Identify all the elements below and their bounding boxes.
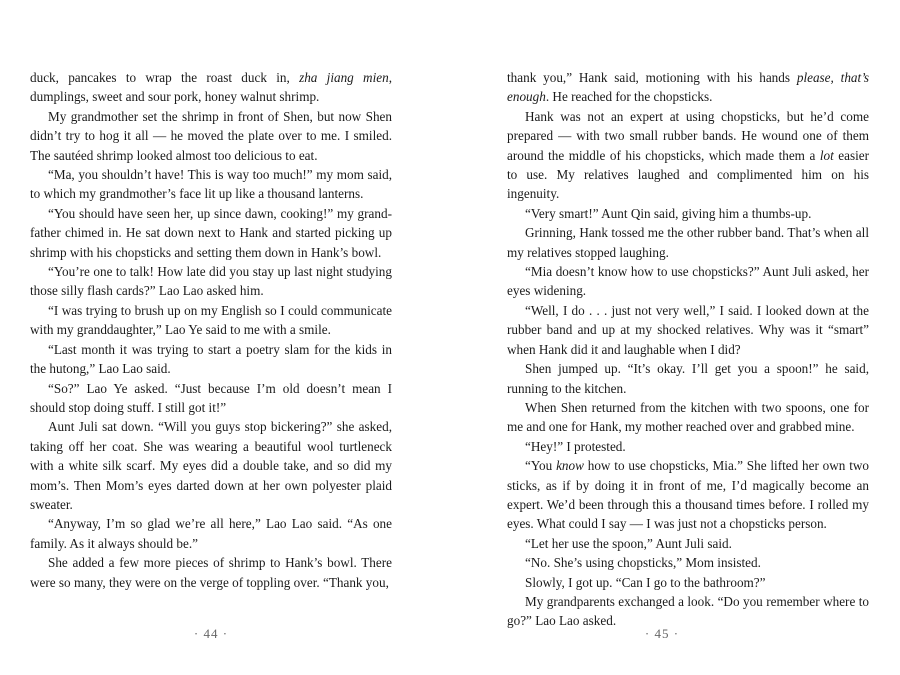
paragraph bbox=[507, 301, 869, 359]
paragraph bbox=[30, 553, 392, 592]
paragraph-text: “I was trying to brush up on my English so I could communicate with my granddaughter,” Lao Ye said to me with a smile. bbox=[30, 302, 392, 338]
paragraph-text: “You should have seen her, up since dawn, cooking!” my grandfather chimed in. He sat down next to Hank and started picking up shrimp with his chopsticks and setting them down in Hank’s bowl. bbox=[30, 205, 392, 260]
paragraph bbox=[30, 68, 392, 107]
paragraph-text: Slowly, I got up. “Can I go to the bathroom?” bbox=[525, 574, 766, 590]
paragraph-text: My grandparents exchanged a look. “Do you remember where to go?” Lao Lao asked. bbox=[507, 593, 869, 629]
paragraph bbox=[30, 417, 392, 514]
paragraph bbox=[30, 340, 392, 379]
paragraph-text: how to use chopsticks, Mia.” She lifted her own two sticks, as if by doing it in front of me, I’d magically become an expert. We’d been through this a thousand times before. I rolled my eyes. What could I say — I was just not a chopsticks person. bbox=[507, 458, 869, 532]
italic-text: please, that’s enough bbox=[507, 70, 870, 105]
paragraph bbox=[30, 107, 392, 165]
paragraph-text: . He reached for the chopsticks. bbox=[545, 89, 713, 105]
paragraph bbox=[30, 165, 392, 204]
paragraph bbox=[507, 223, 869, 262]
paragraph-text: duck, pancakes to wrap the roast duck in, bbox=[30, 70, 300, 85]
paragraph bbox=[507, 204, 869, 223]
paragraph bbox=[30, 204, 392, 262]
paragraph-text: “Anyway, I’m so glad we’re all here,” Lao Lao said. “As one family. As it always should be.” bbox=[30, 516, 392, 551]
paragraph bbox=[30, 262, 392, 301]
paragraph-text: “You bbox=[525, 458, 557, 474]
paragraph-text: “Let her use the spoon,” Aunt Juli said. bbox=[525, 535, 732, 551]
paragraph-text: “Very smart!” Aunt Qin said, giving him a thumbs-up. bbox=[525, 205, 812, 221]
left-page-number: · 44 · bbox=[193, 626, 229, 641]
paragraph-text: My grandmother set the shrimp in front of Shen, but now Shen didn’t try to hog it all — he moved the plate over to me. I smiled. The sautéed shrimp looked almost too delicious to eat. bbox=[30, 108, 392, 163]
paragraph-text: thank you,” Hank said, motioning with his hands bbox=[507, 70, 797, 85]
left-page-text bbox=[30, 68, 392, 592]
paragraph bbox=[507, 456, 869, 534]
paragraph bbox=[507, 262, 869, 301]
italic-text: zha jiang mien bbox=[299, 70, 389, 85]
paragraph-text: easier to use. My relatives laughed and complimented him on his ingenuity. bbox=[507, 147, 869, 202]
paragraph-text: Aunt Juli sat down. “Will you guys stop bickering?” she asked, taking off her coat. She was wearing a beautiful wool turtleneck with a white silk scarf. My eyes did a double take, and so did my mom’s. Then Mom’s eyes darted down at her own polyester plaid sweater. bbox=[30, 419, 392, 512]
italic-text: know bbox=[556, 458, 584, 474]
paragraph bbox=[507, 592, 869, 631]
paragraph-text: , dumplings, sweet and sour pork, honey walnut shrimp. bbox=[30, 70, 392, 105]
paragraph bbox=[30, 301, 392, 340]
paragraph-text: “Well, I do . . . just not very well,” I said. I looked down at the rubber band and up at my shocked relatives. Why was it “smart” when Hank did it and laughable when I did? bbox=[507, 302, 869, 357]
paragraph-text: “Mia doesn’t know how to use chopsticks?” Aunt Juli asked, her eyes widening. bbox=[507, 264, 869, 299]
right-page-text bbox=[507, 68, 869, 631]
paragraph-text: Grinning, Hank tossed me the other rubber band. That’s when all my relatives stopped laughing. bbox=[507, 225, 869, 260]
italic-text: lot bbox=[819, 147, 834, 163]
paragraph-text: “No. She’s using chopsticks,” Mom insisted. bbox=[525, 555, 761, 571]
paragraph-text: “Last month it was trying to start a poetry slam for the kids in the hutong,” Lao Lao said. bbox=[30, 341, 392, 377]
paragraph bbox=[507, 437, 869, 456]
paragraph bbox=[507, 534, 869, 553]
paragraph-text: Hank was not an expert at using chopsticks, but he’d come prepared — with two small rubber bands. He wound one of them around the middle of his chopsticks, which made them a bbox=[507, 108, 869, 163]
paragraph-text: Shen jumped up. “It’s okay. I’ll get you a spoon!” he said, running to the kitchen. bbox=[507, 361, 869, 396]
paragraph-text: “Hey!” I protested. bbox=[525, 438, 626, 454]
paragraph bbox=[507, 359, 869, 398]
paragraph bbox=[507, 553, 869, 572]
paragraph bbox=[507, 68, 869, 107]
paragraph bbox=[507, 107, 869, 204]
paragraph-text: “Ma, you shouldn’t have! This is way too much!” my mom said, to which my grandmother’s face lit up like a thousand lanterns. bbox=[30, 167, 392, 202]
paragraph-text: “So?” Lao Ye asked. “Just because I’m old doesn’t mean I should stop doing stuff. I still got it!” bbox=[30, 380, 392, 415]
right-page-number: · 45 · bbox=[644, 626, 680, 641]
paragraph bbox=[507, 573, 869, 592]
paragraph-text: When Shen returned from the kitchen with two spoons, one for me and one for Hank, my mother reached over and grabbed mine. bbox=[507, 399, 869, 435]
paragraph bbox=[30, 379, 392, 418]
paragraph-text: “You’re one to talk! How late did you stay up last night studying those silly flash cards?” Lao Lao asked him. bbox=[30, 264, 392, 299]
paragraph bbox=[507, 398, 869, 437]
paragraph bbox=[30, 514, 392, 553]
paragraph-text: She added a few more pieces of shrimp to Hank’s bowl. There were so many, they were on the verge of toppling over. “Thank you, bbox=[30, 555, 392, 590]
